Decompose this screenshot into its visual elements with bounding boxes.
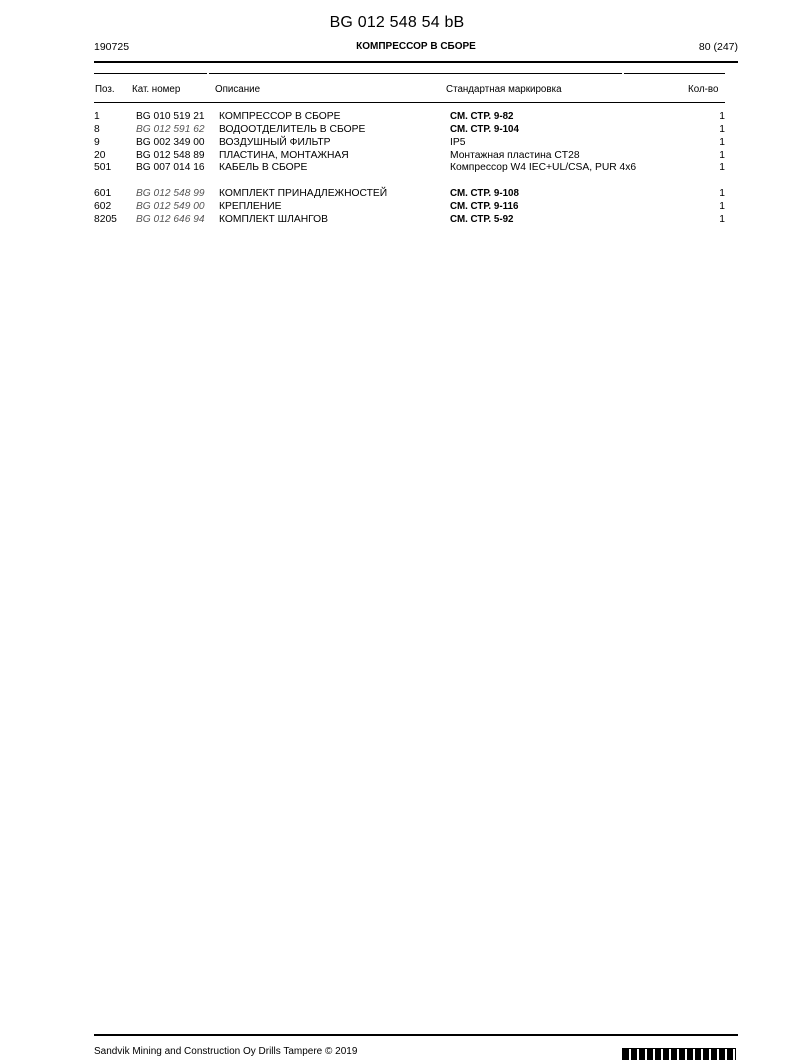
column-rule-top-mid [209,73,622,74]
column-header-pos: Поз. [95,84,115,95]
row-cat: BG 012 548 99 [136,188,205,199]
row-desc: ПЛАСТИНА, МОНТАЖНАЯ [219,150,349,161]
row-qty: 1 [719,214,725,225]
header-rule [94,61,738,63]
row-desc: ВОЗДУШНЫЙ ФИЛЬТР [219,137,331,148]
table-row [0,123,794,136]
header-row [94,41,738,55]
row-std: Монтажная пластина CT28 [450,150,580,161]
footer-text: Sandvik Mining and Construction Oy Drills Tampere © 2019 [94,1046,358,1057]
row-desc: ВОДООТДЕЛИТЕЛЬ В СБОРЕ [219,124,366,135]
left-code: 190725 [94,41,130,53]
table-row [0,136,794,149]
row-cat: BG 007 014 16 [136,162,205,173]
column-header-rule [94,102,725,103]
row-cat: BG 012 548 89 [136,150,205,161]
row-pos: 501 [94,162,112,173]
table-row [0,187,794,200]
row-cat: BG 012 549 00 [136,201,205,212]
row-cat: BG 012 591 62 [136,124,205,135]
column-header-desc: Описание [215,84,261,95]
row-desc: КОМПЛЕКТ ПРИНАДЛЕЖНОСТЕЙ [219,188,388,199]
row-qty: 1 [719,150,725,161]
row-desc: КОМПРЕССОР В СБОРЕ [219,111,341,122]
row-std: Компрессор W4 IEC+UL/CSA, PUR 4x6 [450,162,637,173]
row-pos: 8205 [94,214,117,225]
row-qty: 1 [719,162,725,173]
row-desc: КАБЕЛЬ В СБОРЕ [219,162,308,173]
table-row [0,161,794,174]
column-header-cat: Кат. номер [132,84,181,95]
row-pos: 602 [94,201,112,212]
sandvik-logo [622,1048,736,1060]
row-qty: 1 [719,188,725,199]
row-pos: 8 [94,124,100,135]
table-row [0,213,794,226]
column-rule-top-right [624,73,725,74]
table-row [0,110,794,123]
row-cat: BG 012 646 94 [136,214,205,225]
column-header-std: Стандартная маркировка [446,84,562,95]
row-qty: 1 [719,111,725,122]
row-qty: 1 [719,124,725,135]
row-std-link[interactable]: СМ. СТР. 9-82 [450,111,514,122]
row-cat: BG 002 349 00 [136,137,205,148]
row-pos: 9 [94,137,100,148]
column-rule-top-left [94,73,207,74]
row-pos: 20 [94,150,106,161]
row-std-link[interactable]: СМ. СТР. 9-108 [450,188,519,199]
doc-number: BG 012 548 54 bB [329,14,465,31]
page-title: КОМПРЕССОР В СБОРЕ [356,41,476,52]
column-header-qty: Кол-во [688,84,719,95]
table-row [0,200,794,213]
footer-rule [94,1034,738,1036]
page-number: 80 (247) [698,41,738,53]
row-std-link[interactable]: СМ. СТР. 5-92 [450,214,514,225]
row-cat: BG 010 519 21 [136,111,205,122]
row-std: IP5 [450,137,466,148]
row-desc: КРЕПЛЕНИЕ [219,201,282,212]
row-std-link[interactable]: СМ. СТР. 9-104 [450,124,519,135]
row-qty: 1 [719,137,725,148]
row-pos: 1 [94,111,100,122]
row-qty: 1 [719,201,725,212]
row-desc: КОМПЛЕКТ ШЛАНГОВ [219,214,329,225]
row-std-link[interactable]: СМ. СТР. 9-116 [450,201,519,212]
row-pos: 601 [94,188,112,199]
